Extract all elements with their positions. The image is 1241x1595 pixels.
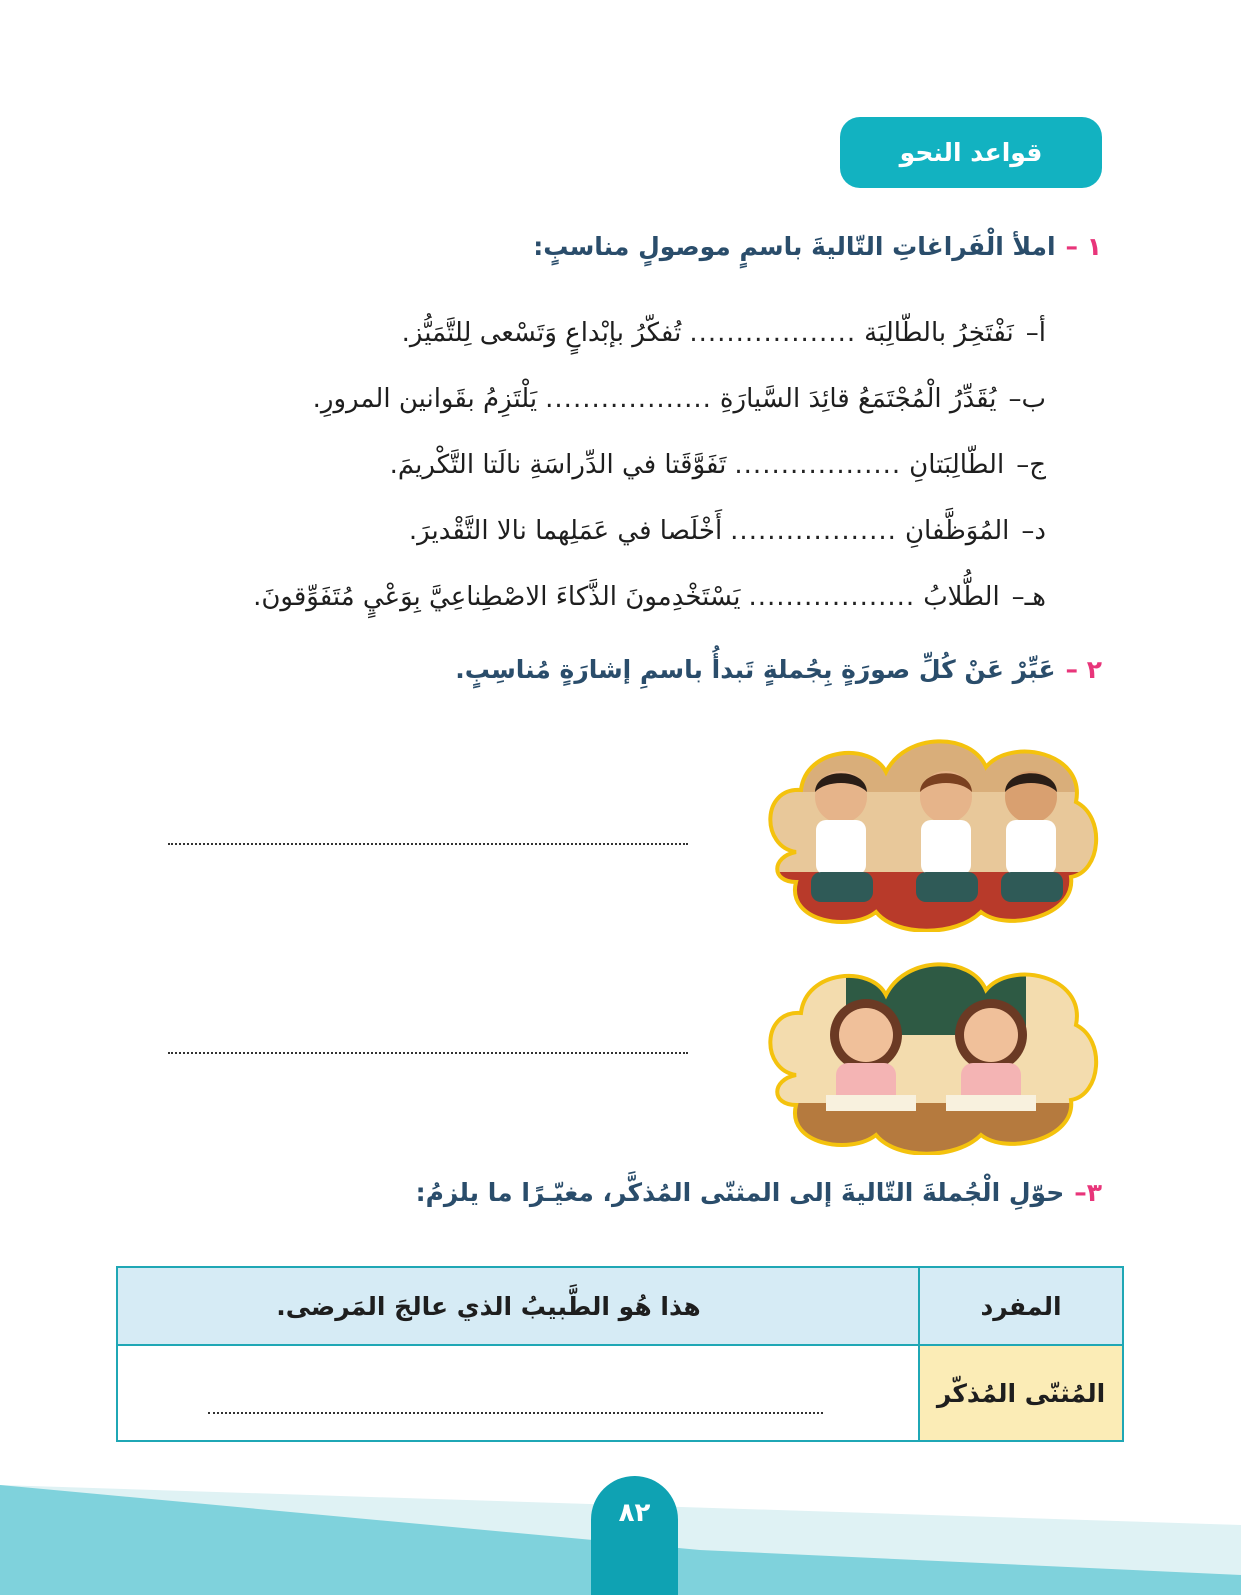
question-1-heading: [533, 232, 1102, 261]
item-text-after: تَفَوَّقَتا في الدِّراسَةِ نالَتا التَّكْريمَ.: [389, 450, 727, 480]
item-letter: د–: [1021, 516, 1046, 546]
answer-line-2[interactable]: [168, 1052, 688, 1054]
item-text-after: يَسْتَخْدِمونَ الذَّكاءَ الاصْطِناعِيَّ بِوَعْيٍ مُتَفَوِّقونَ.: [253, 582, 741, 612]
question-2-number: ٢ –: [1065, 655, 1102, 684]
table-row: [117, 1345, 1123, 1441]
answer-line-1[interactable]: [168, 843, 688, 845]
blank-field[interactable]: ..................: [545, 384, 712, 414]
table-row: [117, 1267, 1123, 1345]
item-text-after: أَخْلَصا في عَمَلِهما نالا التَّقْديرَ.: [408, 516, 723, 546]
question-2-heading: [455, 655, 1102, 684]
writing-girls-illustration: [756, 955, 1101, 1155]
item-text-before: يُقَدِّرُ الْمُجْتَمَعُ قائِدَ السَّيارَةِ: [719, 384, 997, 414]
singular-label: المفرد: [919, 1267, 1123, 1345]
singular-sentence: هذا هُو الطَّبيبُ الذي عالجَ المَرضى.: [117, 1267, 919, 1345]
question-2-text: عَبِّرْ عَنْ كُلِّ صورَةٍ بِجُملةٍ تَبدأُ باسمِ إشارَةٍ مُناسِبٍ.: [455, 655, 1056, 684]
item-letter: هـ–: [1011, 582, 1046, 612]
item-text-after: تُفكّرُ بإبْداعٍ وَتَسْعى لِلتَّمَيُّز.: [401, 318, 682, 348]
dual-answer-line[interactable]: [208, 1412, 823, 1414]
blank-field[interactable]: ..................: [730, 516, 897, 546]
blank-field[interactable]: ..................: [748, 582, 916, 612]
question-1-items: [253, 300, 1046, 630]
section-title: قواعد النحو: [899, 138, 1043, 167]
item-letter: أ–: [1025, 318, 1046, 348]
page-number-badge: [591, 1476, 678, 1595]
question-3-heading: [416, 1178, 1102, 1207]
list-item: [253, 432, 1046, 498]
page-number: ٨٢: [618, 1498, 651, 1528]
blank-field[interactable]: ..................: [734, 450, 902, 480]
dual-answer-cell[interactable]: [117, 1345, 919, 1441]
item-text-after: يَلْتَزِمُ بقَوانين المرورِ.: [312, 384, 538, 414]
list-item: [253, 366, 1046, 432]
blank-field[interactable]: ..................: [689, 318, 857, 348]
item-text-before: نَفْتَخِرُ بالطّالِبَة: [864, 318, 1014, 348]
question-1-number: ١ –: [1065, 232, 1102, 261]
question-3-number: ٣–: [1074, 1178, 1102, 1207]
section-title-badge: [840, 117, 1102, 188]
praying-boys-illustration: [756, 732, 1101, 932]
list-item: [253, 564, 1046, 630]
item-letter: ج–: [1016, 450, 1046, 480]
question-1-text: املأ الْفَراغاتِ التّاليةَ باسمٍ موصولٍ مناسبٍ:: [533, 232, 1056, 261]
conversion-table: [116, 1266, 1124, 1442]
item-letter: ب–: [1008, 384, 1046, 414]
dual-masculine-label: المُثنّى المُذكّر: [919, 1345, 1123, 1441]
question-3-text: حوّلِ الْجُملةَ التّاليةَ إلى المثنّى المُذكَّر، مغيّـرًا ما يلزمُ:: [415, 1178, 1065, 1207]
item-text-before: المُوَظَّفانِ: [904, 516, 1010, 546]
item-text-before: الطّالِبَتانِ: [909, 450, 1005, 480]
list-item: [253, 300, 1046, 366]
list-item: [253, 498, 1046, 564]
item-text-before: الطُّلابُ: [923, 582, 1000, 612]
